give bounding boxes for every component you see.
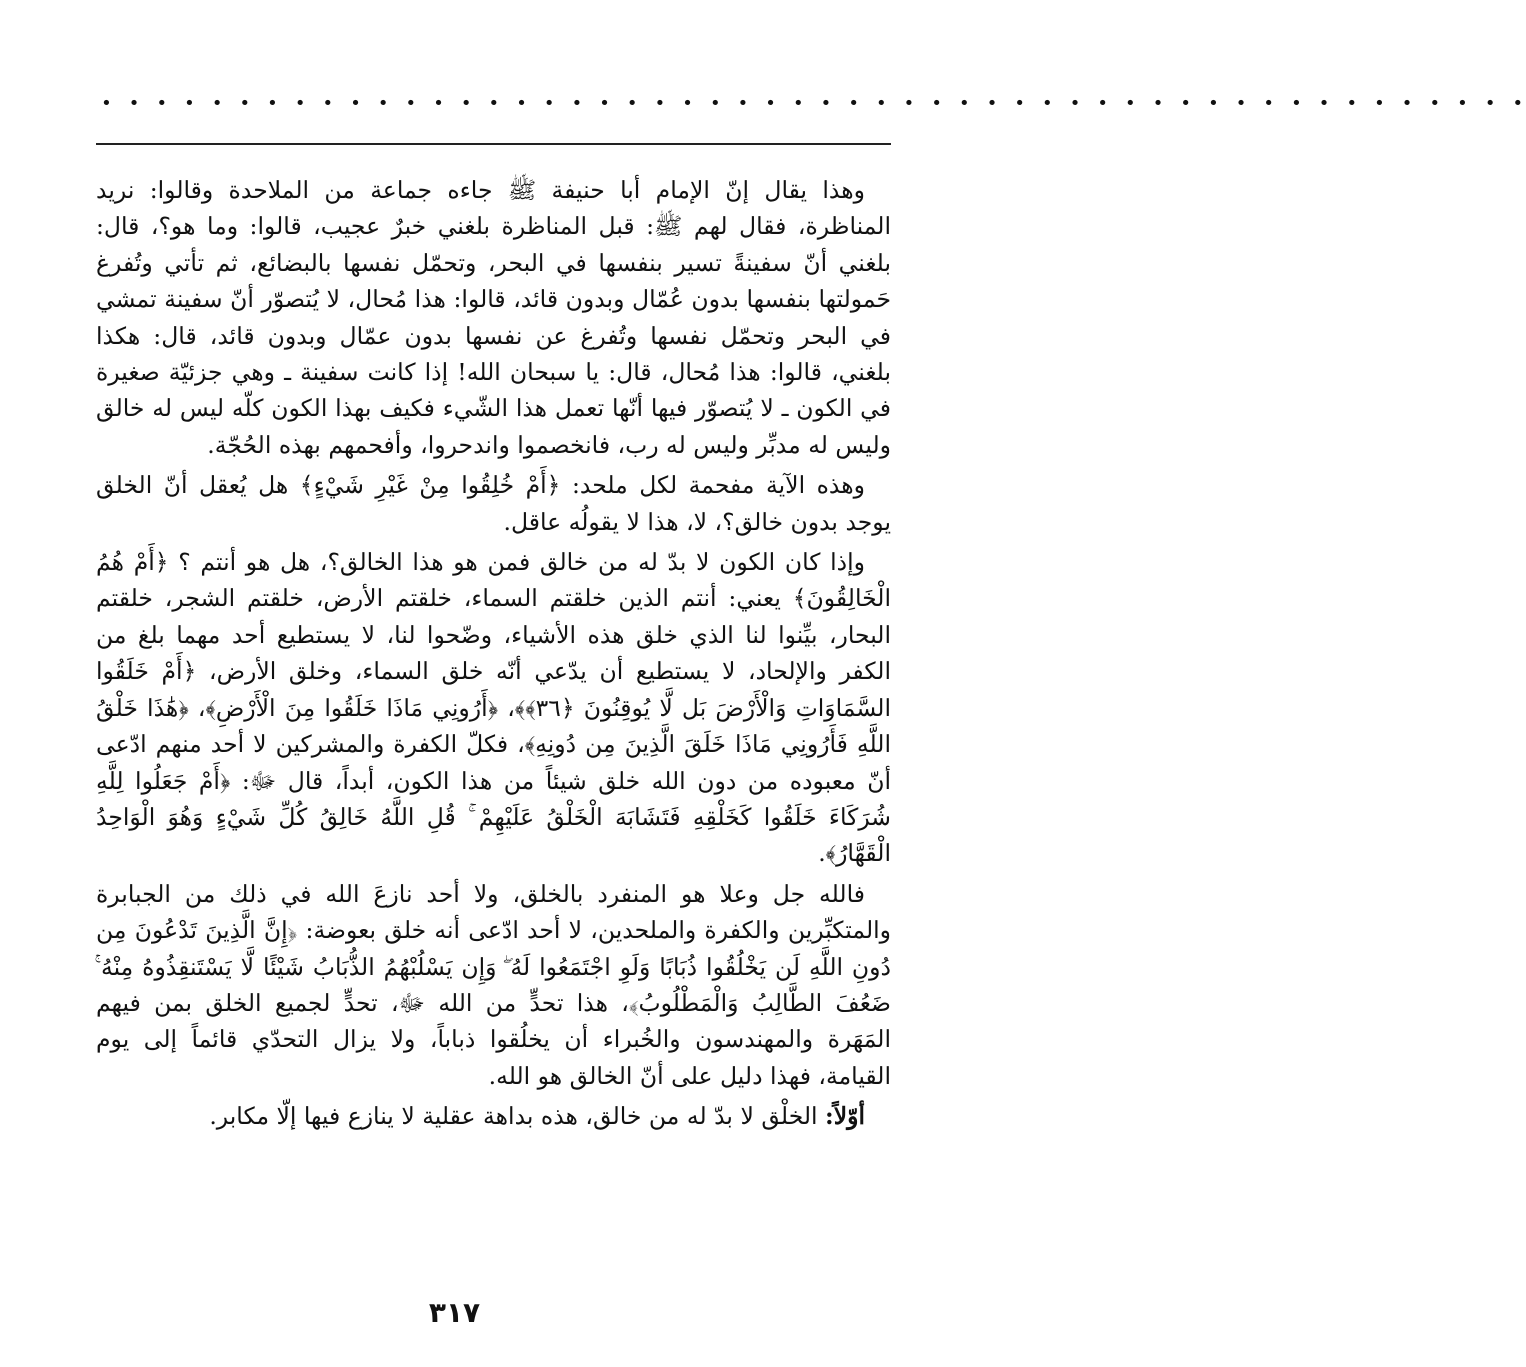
paragraph-5 (96, 1098, 891, 1134)
paragraph-1: وهذا يقال إنّ الإمام أبا حنيفة ﷺ جاءه جماعة من الملاحدة وقالوا: نريد المناظرة، فقال لهم ﷺ: قبل المناظرة بلغني خبرٌ عجيب، قالوا: وما هو؟، قال: بلغني أنّ سفينةً تسير بنفسها في البحر، وتحمّل نفسها بالبضائع، ثم تأتي وتُفرغ حَمولتها بنفسها بدون عُمّال وبدون قائد، قالوا: هذا مُحال، لا يُتصوّر أنّ سفينة تمشي في البحر وتحمّل نفسها وتُفرغ عن نفسها بدون عمّال وبدون قائد، قال: هكذا بلغني، قالوا: هذا مُحال، قال: يا سبحان الله! إذا كانت سفينة ـ وهي جزئيّة صغيرة في الكون ـ لا يُتصوّر فيها أنّها تعمل هذا الشّيء فكيف بهذا الكون كلّه ليس له خالق وليس له مدبِّر وليس له رب، فانخصموا واندحروا، وأفحمهم بهذه الحُجّة. (96, 176, 891, 459)
header-rule (96, 143, 891, 145)
paragraph-3: وإذا كان الكون لا بدّ له من خالق فمن هو هذا الخالق؟، هل هو أنتم ؟ ﴿أَمْ هُمُ الْخَالِقُونَ﴾ يعني: أنتم الذين خلقتم السماء، خلقتم الأرض، خلقتم الشجر، خلقتم البحار، بيِّنوا لنا الذي خلق هذه الأشياء، وضّحوا لنا، لا يستطيع أحد مهما بلغ من الكفر والإلحاد، لا يستطيع أن يدّعي أنّه خلق السماء، وخلق الأرض، ﴿أَمْ خَلَقُوا السَّمَاوَاتِ وَالْأَرْضَ بَل لَّا يُوقِنُونَ ﴿٣٦﴾﴾، ﴿أَرُونِي مَاذَا خَلَقُوا مِنَ الْأَرْضِ﴾، ﴿هَٰذَا خَلْقُ اللَّهِ فَأَرُونِي مَاذَا خَلَقَ الَّذِينَ مِن دُونِهِ﴾، فكلّ الكفرة والمشركين لا أحد منهم ادّعى أنّ معبوده من دون الله خلق شيئاً من هذا الكون، أبداً، قال ﷻ: ﴿أَمْ جَعَلُوا لِلَّهِ شُرَكَاءَ خَلَقُوا كَخَلْقِهِ فَتَشَابَهَ الْخَلْقُ عَلَيْهِمْ ۚ قُلِ اللَّهُ خَالِقُ كُلِّ شَيْءٍ وَهُوَ الْوَاحِدُ الْقَهَّارُ﴾. (96, 548, 891, 868)
page-footer (0, 1296, 909, 1329)
first-point-label: أوّلاً: (825, 1102, 865, 1131)
first-point-text: الخلْق لا بدّ له من خالق، هذه بداهة عقلية لا ينازع فيها إلّا مكابر. (209, 1102, 826, 1131)
paragraph-4: فالله جل وعلا هو المنفرد بالخلق، ولا أحد نازعَ الله في ذلك من الجبابرة والمتكبِّرين والكفرة والملحدين، لا أحد ادّعى أنه خلق بعوضة: ﴿إِنَّ الَّذِينَ تَدْعُونَ مِن دُونِ اللَّهِ لَن يَخْلُقُوا ذُبَابًا وَلَوِ اجْتَمَعُوا لَهُ ۖ وَإِن يَسْلُبْهُمُ الذُّبَابُ شَيْئًا لَّا يَسْتَنقِذُوهُ مِنْهُ ۚ ضَعُفَ الطَّالِبُ وَالْمَطْلُوبُ﴾، هذا تحدٍّ من الله ﷻ، تحدٍّ لجميع الخلق بمن فيهم المَهَرة والمهندسون والخُبراء أن يخلُقوا ذباباً، ولا يزال التحدّي قائماً إلى يوم القيامة، فهذا دليل على أنّ الخالق هو الله. (96, 879, 891, 1090)
paragraph-2: وهذه الآية مفحمة لكل ملحد: ﴿أَمْ خُلِقُوا مِنْ غَيْرِ شَيْءٍ﴾ هل يُعقل أنّ الخلق يوجد بدون خالق؟، لا، هذا لا يقولُه عاقل. (96, 471, 891, 536)
dotted-line: • • • • • • • • • • • • • • • • • • • • • • • • • • • • • • • • • • • • • • • • • • • • • • • • • • • • (101, 93, 1526, 114)
page-header (96, 92, 1526, 152)
main-text (96, 172, 891, 1135)
page-number: ٣١٧ (428, 1296, 481, 1329)
